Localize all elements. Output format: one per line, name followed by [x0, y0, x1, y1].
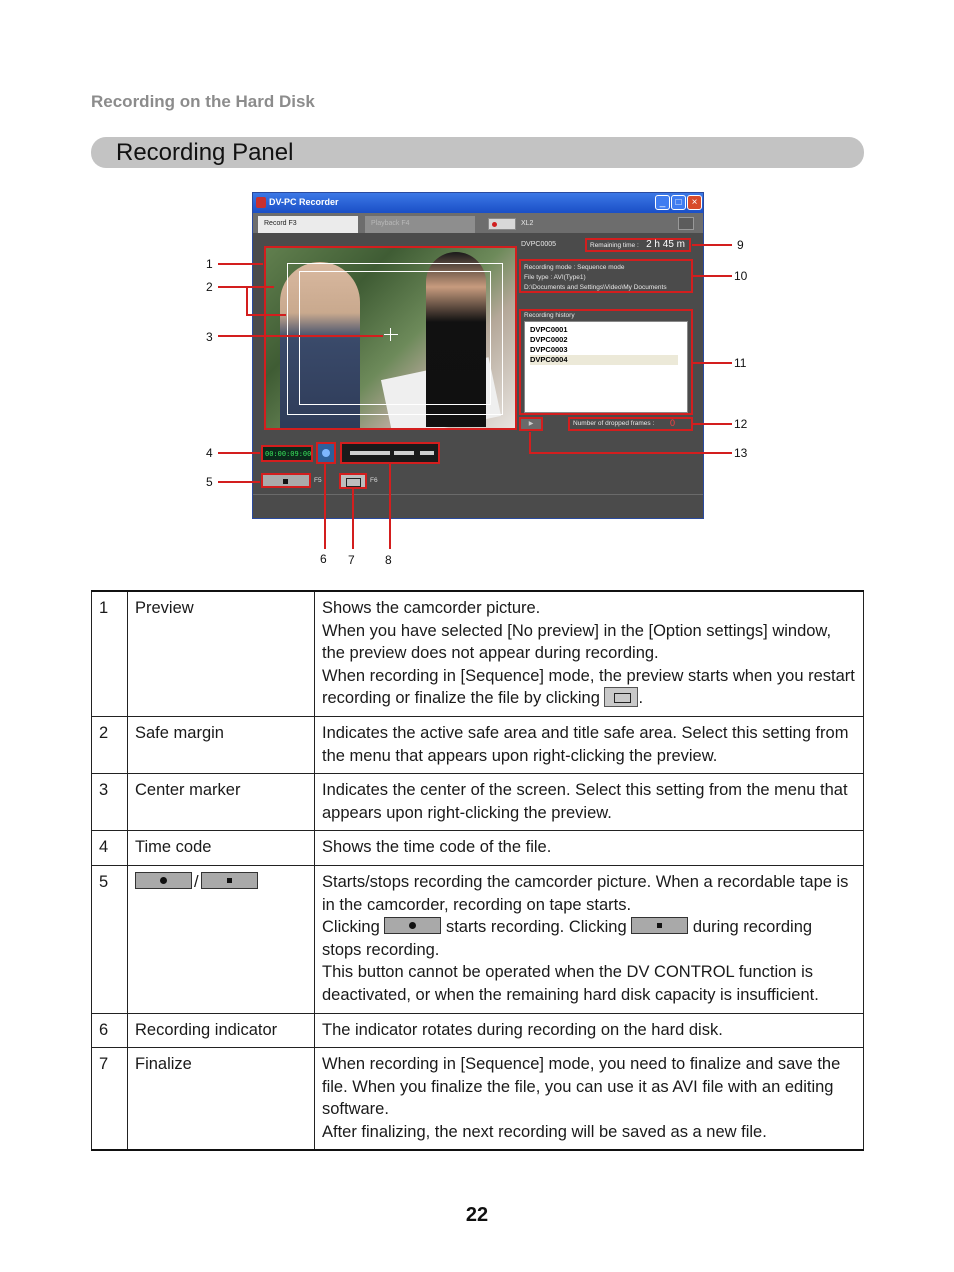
- desc-end: .: [638, 689, 644, 708]
- desc-line: Starts/stops recording the camcorder picture. When a recordable tape is in the camcorder, recording on tape starts.: [322, 872, 849, 914]
- stop-button-icon: [631, 917, 688, 934]
- center-marker-v: [390, 328, 391, 341]
- camera-model: XL2: [521, 220, 534, 227]
- callout-4: 4: [206, 446, 213, 460]
- table-row: [92, 591, 864, 716]
- callout-12: 12: [734, 417, 748, 431]
- leader-4: [218, 452, 260, 454]
- row-description: [315, 1013, 864, 1048]
- table-row: [92, 716, 864, 773]
- page-number: 22: [465, 1204, 489, 1226]
- row-number: 7: [92, 1048, 128, 1151]
- desc-line: Indicates the center of the screen. Select this setting from the menu that appears upon right-clicking the preview.: [322, 781, 848, 822]
- record-button-icon: [384, 917, 441, 934]
- desc-line: starts recording. Clicking: [445, 918, 627, 937]
- callout-11: 11: [734, 356, 747, 370]
- dropped-frames: [568, 417, 693, 431]
- finalize-button[interactable]: [339, 473, 367, 489]
- table-row: [92, 1013, 864, 1048]
- row-number: 6: [92, 1013, 128, 1048]
- dropped-label: Number of dropped frames :: [573, 420, 655, 427]
- callout-5: 5: [206, 475, 213, 489]
- file-name: DVPC0005: [521, 241, 557, 248]
- file-type: File type : AVI(Type1): [524, 274, 586, 281]
- safe-margin-inner: [299, 271, 491, 405]
- status-divider: [253, 494, 703, 495]
- leader-2b: [246, 286, 248, 315]
- tab-playback[interactable]: Playback F4: [365, 216, 475, 233]
- tab-bar: [253, 213, 703, 233]
- list-item[interactable]: DVPC0003: [530, 345, 568, 354]
- leader-11: [692, 362, 732, 364]
- record-key: F5: [314, 477, 322, 484]
- callout-7: 7: [348, 553, 355, 567]
- desc-line: during recording stops recording.: [322, 918, 813, 959]
- history-list[interactable]: [524, 321, 688, 413]
- row-name: [128, 865, 315, 1013]
- camcorder-icon: [488, 218, 516, 230]
- row-name: Safe margin: [128, 716, 315, 773]
- leader-3: [218, 335, 383, 337]
- leader-1: [218, 263, 263, 265]
- row-description: [315, 831, 864, 866]
- tab-record[interactable]: Record F3: [258, 216, 358, 233]
- desc-line: Shows the camcorder picture.: [322, 599, 541, 617]
- recording-history: [519, 309, 693, 415]
- leader-2a: [218, 286, 246, 288]
- separator: /: [194, 872, 199, 891]
- leader-6: [324, 463, 326, 549]
- settings-button[interactable]: [678, 217, 694, 230]
- table-row: [92, 865, 864, 1013]
- preview[interactable]: [264, 246, 517, 430]
- save-path: D:\Documents and Settings\Video\My Documents: [524, 284, 667, 291]
- table-row: [92, 774, 864, 831]
- history-label: Recording history: [524, 312, 575, 319]
- table-row: [92, 1048, 864, 1151]
- finalize-key: F6: [370, 477, 378, 484]
- stop-button-icon: [201, 872, 258, 889]
- row-name: Finalize: [128, 1048, 315, 1151]
- list-item[interactable]: DVPC0002: [530, 335, 568, 344]
- desc-line: Clicking: [322, 918, 380, 937]
- row-number: 3: [92, 774, 128, 831]
- desc-line: After finalizing, the next recording will be saved as a new file.: [322, 1122, 767, 1141]
- row-number: 5: [92, 865, 128, 1013]
- leader-9: [692, 244, 732, 246]
- record-button-icon: [135, 872, 192, 889]
- window-title-bar: [253, 193, 703, 213]
- window-title: DV-PC Recorder: [269, 197, 339, 207]
- row-name: Recording indicator: [128, 1013, 315, 1048]
- dropped-value: 0: [669, 418, 675, 428]
- desc-line: Indicates the active safe area and title safe area. Select this setting from the menu that appears upon right-clicking the preview.: [322, 723, 849, 765]
- finalize-button-icon: [604, 687, 638, 707]
- remaining-time-label: Remaining time :: [590, 242, 639, 249]
- leader-13b: [529, 452, 732, 454]
- desc-line: This button cannot be operated when the DV CONTROL function is deactivated, or when the remaining hard disk capacity is insufficient.: [322, 963, 819, 1004]
- leader-2c: [246, 286, 274, 288]
- time-code: 00:00:09:00: [261, 445, 313, 462]
- row-description: [315, 591, 864, 716]
- recording-info: [519, 259, 693, 293]
- row-description: [315, 716, 864, 773]
- row-description: [315, 774, 864, 831]
- leader-2d: [246, 314, 286, 316]
- callout-10: 10: [734, 269, 748, 283]
- close-icon[interactable]: ×: [687, 195, 702, 210]
- callout-9: 9: [737, 238, 744, 252]
- audio-level-meter: [340, 442, 440, 464]
- title-bar: [91, 137, 864, 168]
- center-marker-h: [384, 334, 398, 335]
- app-logo-icon: [256, 197, 266, 208]
- row-name: Preview: [128, 591, 315, 716]
- remaining-time-value: 2 h 45 m: [646, 239, 685, 250]
- callout-2: 2: [206, 280, 213, 294]
- desc-line: The indicator rotates during recording on the hard disk.: [322, 1020, 723, 1039]
- callout-1: 1: [206, 257, 213, 271]
- history-play-button[interactable]: ▶: [519, 417, 543, 431]
- recording-mode: Recording mode : Sequence mode: [524, 264, 625, 271]
- callout-3: 3: [206, 330, 213, 344]
- leader-8: [389, 463, 391, 549]
- callout-13: 13: [734, 446, 748, 460]
- maximize-icon[interactable]: □: [671, 195, 686, 210]
- page-title: Recording Panel: [116, 139, 294, 166]
- row-name: Time code: [128, 831, 315, 866]
- list-item[interactable]: DVPC0004: [530, 355, 678, 365]
- table-row: [92, 831, 864, 866]
- row-number: 4: [92, 831, 128, 866]
- minimize-icon[interactable]: _: [655, 195, 670, 210]
- record-stop-button[interactable]: [261, 473, 311, 488]
- remaining-time: [585, 238, 691, 252]
- leader-12: [692, 423, 732, 425]
- row-description: [315, 865, 864, 1013]
- callout-8: 8: [385, 553, 392, 567]
- desc-line: When you have selected [No preview] in the [Option settings] window, the preview does not appear during recording.: [322, 621, 832, 663]
- description-table: [91, 590, 864, 1151]
- leader-7: [352, 489, 354, 549]
- desc-line: When recording in [Sequence] mode, you need to finalize and save the file. When you finalize the file, you can use it as AVI file with an editing software.: [322, 1055, 841, 1119]
- callout-6: 6: [320, 552, 327, 566]
- desc-line: When recording in [Sequence] mode, the preview starts when you restart recording or finalize the file by clicking: [322, 666, 855, 708]
- leader-13a: [529, 432, 531, 453]
- recorder-window: [252, 192, 704, 519]
- leader-5: [218, 481, 260, 483]
- section-label: Recording on the Hard Disk: [91, 92, 315, 111]
- row-number: 2: [92, 716, 128, 773]
- row-name: Center marker: [128, 774, 315, 831]
- row-number: 1: [92, 591, 128, 716]
- leader-10: [692, 275, 732, 277]
- recording-indicator-icon: [316, 442, 336, 464]
- desc-line: Shows the time code of the file.: [322, 838, 552, 857]
- row-description: [315, 1048, 864, 1151]
- list-item[interactable]: DVPC0001: [530, 325, 568, 334]
